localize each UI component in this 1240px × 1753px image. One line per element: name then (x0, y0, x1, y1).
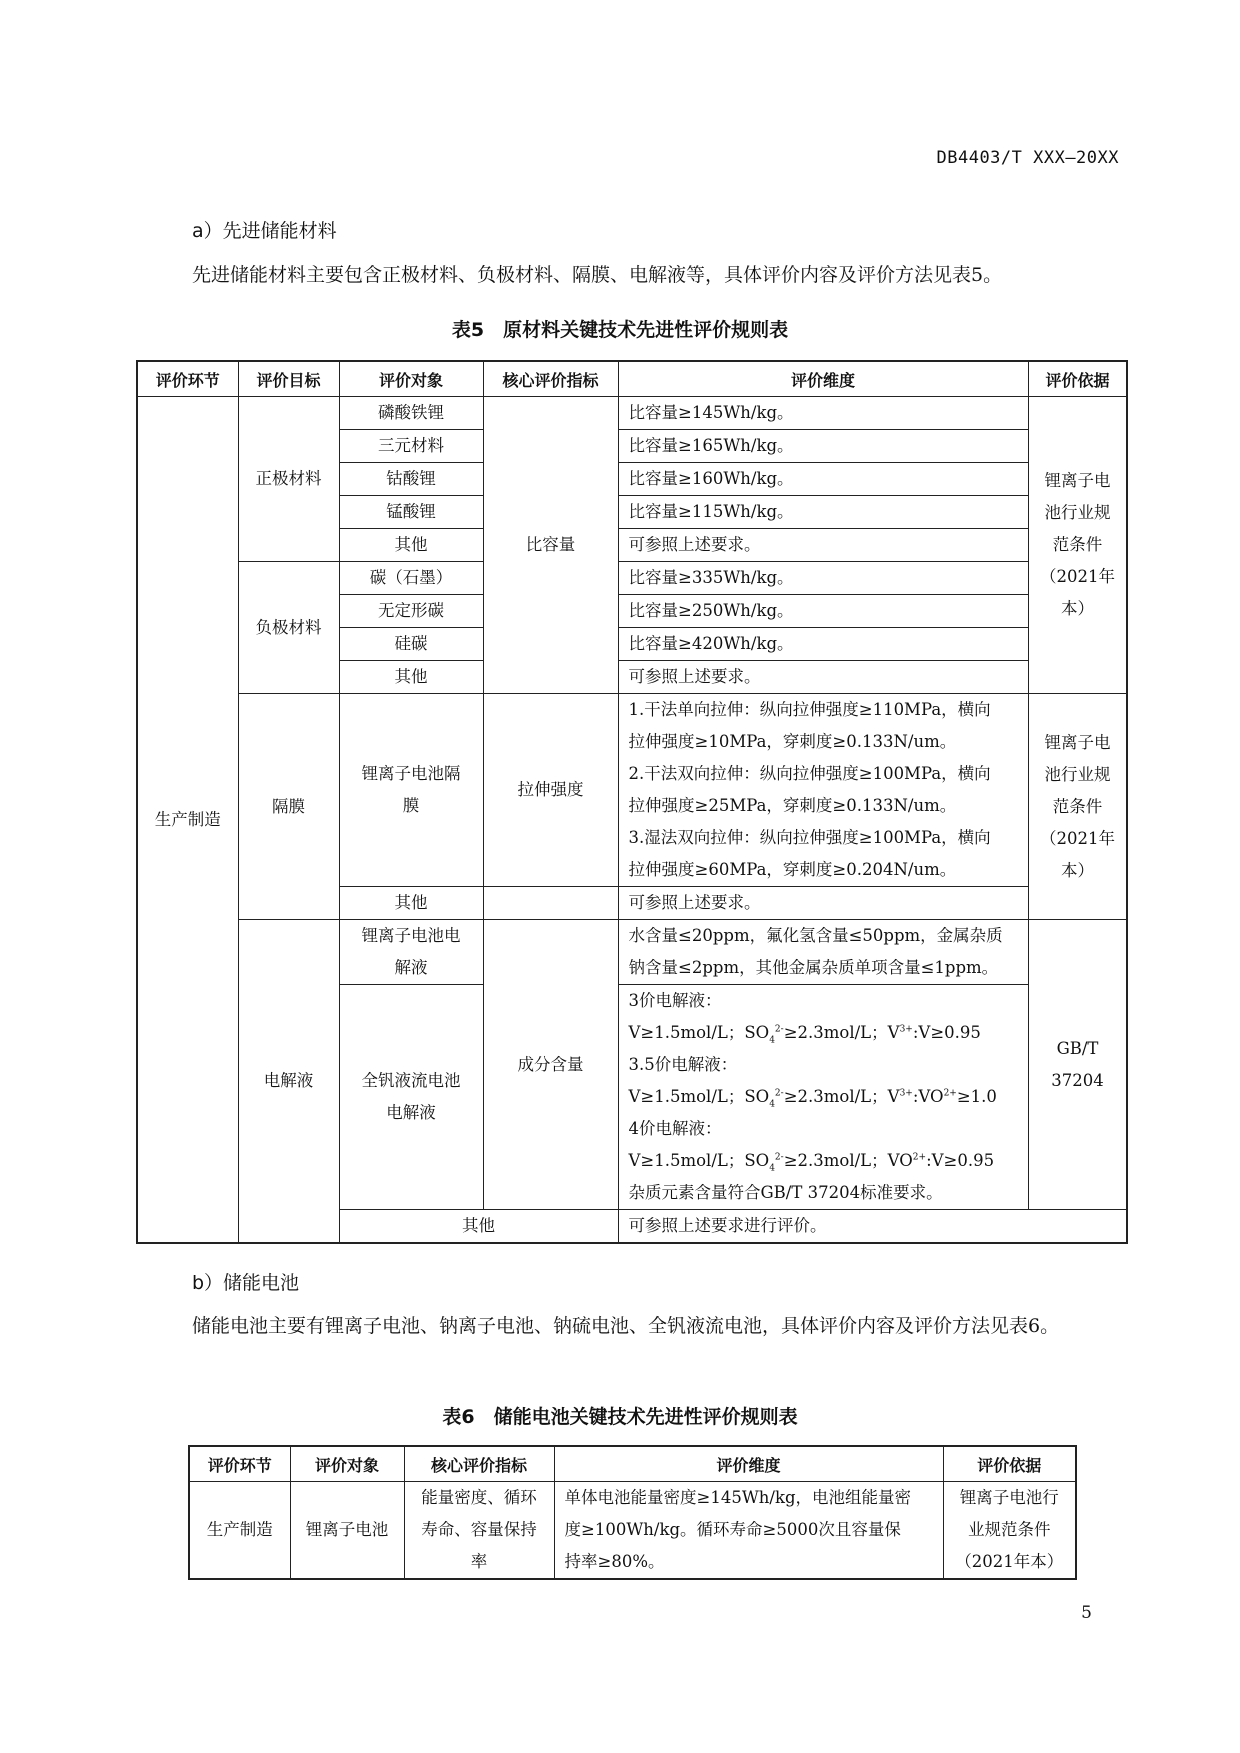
dimension-cell: 可参照上述要求。 (618, 529, 1028, 562)
table-row (137, 562, 1127, 595)
stage-cell: 生产制造 (189, 1482, 290, 1580)
header-cell: 评价依据 (1028, 361, 1127, 397)
basis-line: 业规范条件 (968, 1520, 1051, 1539)
basis-line: （2021年本） (955, 1552, 1064, 1571)
text-fragment: V≥1.5mol/L；SO (628, 1087, 770, 1106)
page-number: 5 (1081, 1603, 1092, 1623)
dimension-line: 度≥100Wh/kg。循环寿命≥5000次且容量保 (564, 1520, 901, 1539)
index-capacity: 比容量 (483, 397, 618, 694)
dimension-line: 3.5价电解液： (628, 1055, 738, 1074)
header-cell: 核心评价指标 (483, 361, 618, 397)
superscript: 2- (774, 1088, 784, 1099)
dimension-cell: 比容量≥115Wh/kg。 (618, 496, 1028, 529)
header-cell: 评价维度 (554, 1446, 943, 1482)
basis-line: 锂离子电 (1044, 732, 1111, 752)
dimension-cell: 比容量≥335Wh/kg。 (618, 562, 1028, 595)
dimension-cell: 比容量≥250Wh/kg。 (618, 595, 1028, 628)
object-vanadium-electrolyte (339, 985, 483, 1210)
table6-caption: 表6 储能电池关键技术先进性评价规则表 (442, 1406, 798, 1428)
object-cell: 无定形碳 (339, 595, 483, 628)
superscript: 3+ (899, 1024, 913, 1035)
object-cell: 其他 (339, 661, 483, 694)
table-header-row (189, 1446, 1076, 1482)
table-row (137, 694, 1127, 727)
text-fragment: V≥1.5mol/L；SO (628, 1023, 770, 1042)
dimension-line: 钠含量≤2ppm，其他金属杂质单项含量≤1ppm。 (628, 958, 999, 977)
basis-line: 范条件 (1052, 796, 1103, 816)
object-cell: 锂离子电池 (290, 1482, 404, 1580)
dimension-cell: 比容量≥145Wh/kg。 (618, 397, 1028, 430)
dimension-cell (554, 1482, 943, 1580)
target-separator: 隔膜 (238, 694, 339, 920)
dimension-line: 持率≥80%。 (564, 1552, 665, 1571)
object-other: 其他 (339, 1210, 618, 1244)
object-cell: 硅碳 (339, 628, 483, 661)
dimension-cell: 比容量≥160Wh/kg。 (618, 463, 1028, 496)
header-cell: 评价依据 (943, 1446, 1076, 1482)
object-cell: 磷酸铁锂 (339, 397, 483, 430)
text-fragment: :V≥0.95 (926, 1151, 995, 1170)
basis-line: 锂离子电 (1044, 471, 1111, 490)
index-composition: 成分含量 (483, 920, 618, 1210)
object-cell: 其他 (339, 529, 483, 562)
object-cell: 钴酸锂 (339, 463, 483, 496)
text-fragment: ≥1.0 (956, 1087, 997, 1106)
subscript: 4 (769, 1035, 775, 1046)
section-b-title: b）储能电池 (192, 1272, 300, 1294)
header-cell: 评价对象 (290, 1446, 404, 1482)
table-row (137, 920, 1127, 985)
dimension-cell: 可参照上述要求。 (618, 887, 1028, 920)
superscript: 2- (774, 1152, 784, 1163)
object-li-electrolyte (339, 920, 483, 985)
basis-line: （2021年 (1040, 828, 1115, 848)
table-header-row (137, 361, 1127, 397)
dimension-line: 拉伸强度≥25MPa，穿刺度≥0.133N/um。 (618, 790, 1028, 822)
superscript: 3+ (899, 1088, 913, 1099)
dimension-line: 拉伸强度≥10MPa，穿刺度≥0.133N/um。 (618, 726, 1028, 758)
basis-cell (943, 1482, 1076, 1580)
object-line: 锂离子电池隔 (361, 764, 461, 783)
dimension-line (629, 1017, 1024, 1049)
table5 (136, 360, 1128, 1244)
dimension-cell: 比容量≥165Wh/kg。 (618, 430, 1028, 463)
dimension-line: 3.湿法双向拉伸：纵向拉伸强度≥100MPa，横向 (618, 822, 1028, 854)
object-cell: 三元材料 (339, 430, 483, 463)
basis-line: 本） (1061, 860, 1094, 880)
header-cell: 评价维度 (618, 361, 1028, 397)
dimension-line: 杂质元素含量符合GB/T 37204标准要求。 (628, 1183, 943, 1202)
subscript: 4 (769, 1163, 775, 1174)
dimension-line: 4价电解液： (628, 1119, 722, 1138)
text-fragment: ≥2.3mol/L；VO (783, 1151, 913, 1170)
text-fragment: :V≥0.95 (912, 1023, 981, 1042)
dimension-other: 可参照上述要求进行评价。 (618, 1210, 1127, 1244)
text-fragment: V≥1.5mol/L；SO (628, 1151, 770, 1170)
text-fragment: ≥2.3mol/L；V (783, 1023, 900, 1042)
header-cell: 评价目标 (238, 361, 339, 397)
dimension-line (629, 1081, 1024, 1113)
dimension-line: 1.干法单向拉伸：纵向拉伸强度≥110MPa，横向 (618, 694, 1028, 727)
header-cell: 核心评价指标 (404, 1446, 554, 1482)
index-tensile: 拉伸强度 (483, 694, 618, 887)
object-separator (339, 694, 483, 887)
superscript: 2+ (912, 1152, 927, 1163)
section-a-paragraph: 先进储能材料主要包含正极材料、负极材料、隔膜、电解液等，具体评价内容及评价方法见表5。 (192, 264, 1003, 286)
superscript: 2- (774, 1024, 784, 1035)
object-line: 电解液 (386, 1103, 436, 1122)
header-cell: 评价环节 (137, 361, 238, 397)
object-cell: 锰酸锂 (339, 496, 483, 529)
basis-line: 池行业规 (1044, 764, 1111, 784)
table-row (189, 1482, 1076, 1580)
target-cathode: 正极材料 (238, 397, 339, 562)
header-cell: 评价环节 (189, 1446, 290, 1482)
dimension-li-electrolyte (618, 920, 1028, 985)
basis-cell-3 (1028, 920, 1127, 1210)
dimension-line: 3价电解液： (628, 991, 722, 1010)
stage-cell: 生产制造 (137, 397, 238, 1244)
document-code: DB4403/T XXX—20XX (936, 148, 1119, 168)
object-line: 锂离子电池电 (361, 926, 461, 945)
object-cell: 其他 (339, 887, 483, 920)
dimension-line: 拉伸强度≥60MPa，穿刺度≥0.204N/um。 (618, 854, 1028, 887)
dimension-cell: 可参照上述要求。 (618, 661, 1028, 694)
dimension-line: 2.干法双向拉伸：纵向拉伸强度≥100MPa，横向 (618, 758, 1028, 790)
target-electrolyte: 电解液 (238, 920, 339, 1244)
object-line: 全钒液流电池 (361, 1071, 461, 1090)
object-line: 解液 (394, 958, 428, 977)
basis-cell-1 (1028, 397, 1127, 694)
text-fragment: :VO (912, 1087, 944, 1106)
header-cell: 评价对象 (339, 361, 483, 397)
dimension-line: 水含量≤20ppm，氟化氢含量≤50ppm，金属杂质 (628, 926, 1003, 945)
basis-line: （2021年 (1040, 567, 1115, 586)
basis-line: 37204 (1051, 1070, 1104, 1090)
dimension-line: 单体电池能量密度≥145Wh/kg，电池组能量密 (564, 1488, 912, 1507)
basis-cell-2 (1028, 694, 1127, 920)
superscript: 2+ (943, 1088, 957, 1099)
basis-line: 范条件 (1052, 535, 1103, 554)
index-line: 率 (470, 1552, 488, 1571)
basis-line: 锂离子电池行 (959, 1488, 1059, 1507)
text-fragment: ≥2.3mol/L；V (783, 1087, 900, 1106)
object-line: 膜 (402, 796, 420, 815)
basis-line: 池行业规 (1044, 503, 1111, 522)
index-line: 寿命、容量保持 (421, 1520, 537, 1539)
subscript: 4 (769, 1099, 775, 1110)
basis-line: 本） (1061, 599, 1094, 618)
basis-line: GB/T (1056, 1038, 1099, 1058)
dimension-line (629, 1145, 1024, 1177)
section-a-title: a）先进储能材料 (192, 220, 337, 242)
index-line: 能量密度、循环 (421, 1488, 537, 1507)
section-b-paragraph: 储能电池主要有锂离子电池、钠离子电池、钠硫电池、全钒液流电池，具体评价内容及评价方法见表6。 (192, 1315, 1060, 1337)
table5-caption: 表5 原材料关键技术先进性评价规则表 (451, 319, 789, 341)
index-cell (404, 1482, 554, 1580)
index-empty (483, 887, 618, 920)
table6 (188, 1445, 1077, 1580)
dimension-cell: 比容量≥420Wh/kg。 (618, 628, 1028, 661)
object-cell: 碳（石墨） (339, 562, 483, 595)
table-row (137, 397, 1127, 430)
target-anode: 负极材料 (238, 562, 339, 694)
dimension-vanadium (618, 985, 1028, 1210)
